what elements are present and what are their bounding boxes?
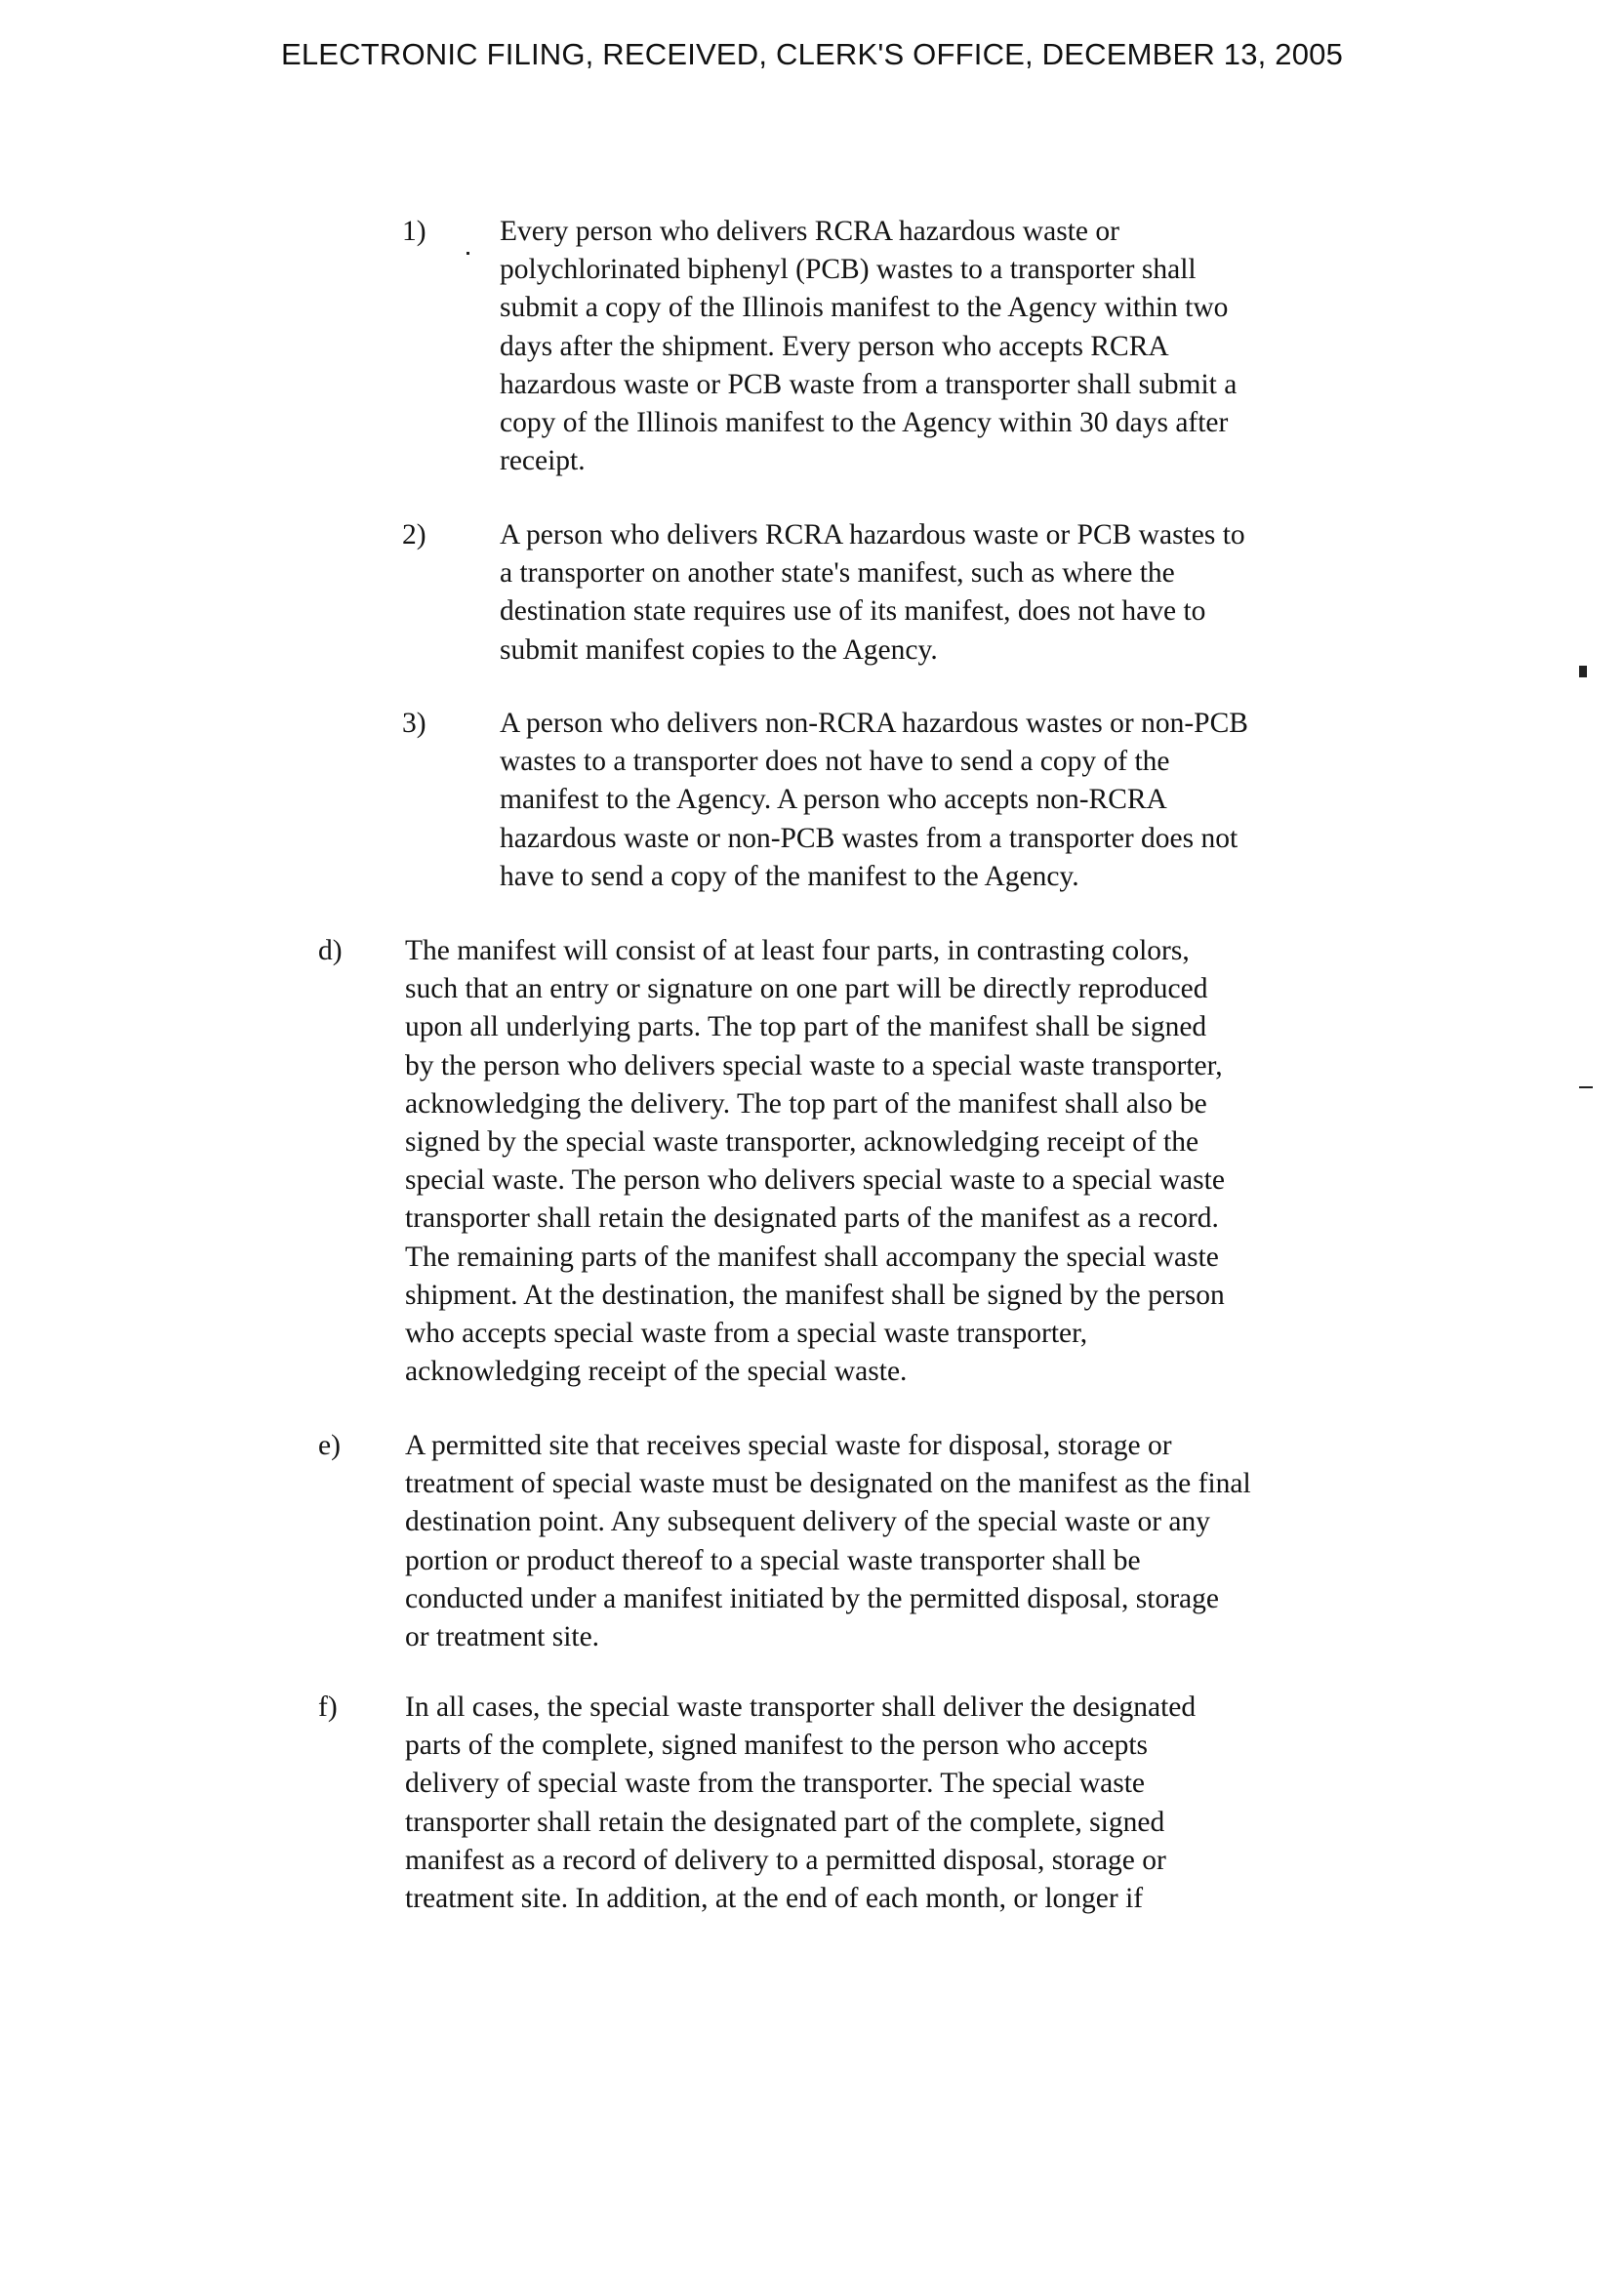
scan-artifact-mark — [1579, 666, 1587, 677]
scan-artifact-mark — [467, 252, 469, 255]
section-text — [405, 1689, 1352, 1918]
text-line: special waste. The person who delivers special waste to a special waste — [405, 1164, 1225, 1197]
section-text — [405, 932, 1352, 1391]
text-line: a transporter on another state's manifest, such as where the — [500, 557, 1175, 590]
section-marker: f) — [318, 1691, 338, 1723]
text-line: A person who delivers RCRA hazardous waste or PCB wastes to — [500, 519, 1245, 550]
text-line: submit manifest copies to the Agency. — [500, 633, 938, 666]
section-marker: e) — [318, 1430, 341, 1461]
list-item-marker: 1) — [402, 216, 426, 247]
text-line: upon all underlying parts. The top part of the manifest shall be signed — [405, 1011, 1207, 1043]
text-line: shipment. At the destination, the manifest shall be signed by the person — [405, 1279, 1225, 1311]
text-line: parts of the complete, signed manifest to the person who accepts — [405, 1730, 1149, 1762]
text-line: A permitted site that receives special waste for disposal, storage or — [405, 1430, 1172, 1461]
list-item-marker: 3) — [402, 708, 426, 739]
text-line: destination state requires use of its manifest, does not have to — [500, 595, 1206, 628]
text-line: signed by the special waste transporter, acknowledging receipt of the — [405, 1126, 1199, 1159]
list-item-text — [500, 516, 1349, 670]
text-line: hazardous waste or PCB waste from a transporter shall submit a — [500, 368, 1238, 400]
text-line: or treatment site. — [405, 1621, 600, 1653]
text-line: manifest to the Agency. A person who accepts non-RCRA — [500, 784, 1167, 816]
text-line: such that an entry or signature on one part will be directly reproduced — [405, 973, 1208, 1005]
text-line: days after the shipment. Every person who accepts RCRA — [500, 330, 1169, 362]
text-line: transporter shall retain the designated parts of the manifest as a record. — [405, 1202, 1219, 1235]
text-line: acknowledging receipt of the special waste. — [405, 1356, 908, 1388]
list-item-marker: 2) — [402, 519, 426, 550]
text-line: treatment site. In addition, at the end of each month, or longer if — [405, 1883, 1144, 1915]
text-line: transporter shall retain the designated part of the complete, signed — [405, 1806, 1165, 1838]
text-line: delivery of special waste from the transporter. The special waste — [405, 1768, 1145, 1800]
text-line: acknowledging the delivery. The top part of the manifest shall also be — [405, 1087, 1207, 1120]
list-item-2 — [402, 516, 1359, 672]
section-f — [318, 1689, 1362, 1923]
section-e — [318, 1427, 1362, 1661]
text-line: copy of the Illinois manifest to the Agency within 30 days after — [500, 407, 1229, 439]
text-line: manifest as a record of delivery to a permitted disposal, storage or — [405, 1844, 1166, 1876]
section-d — [318, 932, 1362, 1401]
section-marker: d) — [318, 935, 343, 966]
list-item-3 — [402, 705, 1359, 900]
list-item-text — [500, 705, 1349, 896]
text-line: hazardous waste or non-PCB wastes from a transporter does not — [500, 822, 1238, 854]
text-line: who accepts special waste from a special waste transporter, — [405, 1318, 1088, 1350]
text-line: by the person who delivers special waste to a special waste transporter, — [405, 1049, 1223, 1081]
scan-artifact-mark — [1579, 1086, 1593, 1088]
text-line: wastes to a transporter does not have to send a copy of the — [500, 746, 1170, 778]
filing-stamp-header: ELECTRONIC FILING, RECEIVED, CLERK'S OFFICE, DECEMBER 13, 2005 — [280, 37, 1344, 71]
list-item-text — [500, 213, 1349, 480]
text-line: receipt. — [500, 445, 586, 477]
text-line: submit a copy of the Illinois manifest to the Agency within two — [500, 292, 1229, 324]
text-line: Every person who delivers RCRA hazardous waste or — [500, 216, 1119, 247]
text-line: destination point. Any subsequent delivery of the special waste or any — [405, 1506, 1210, 1538]
text-line: polychlorinated biphenyl (PCB) wastes to a transporter shall — [500, 254, 1197, 286]
list-item-1 — [402, 213, 1359, 486]
text-line: portion or product thereof to a special waste transporter shall be — [405, 1544, 1141, 1576]
text-line: The remaining parts of the manifest shall accompany the special waste — [405, 1241, 1219, 1273]
text-line: The manifest will consist of at least four parts, in contrasting colors, — [405, 935, 1190, 966]
section-text — [405, 1427, 1352, 1656]
text-line: conducted under a manifest initiated by the permitted disposal, storage — [405, 1582, 1219, 1614]
text-line: In all cases, the special waste transporter shall deliver the designated — [405, 1691, 1197, 1723]
text-line: A person who delivers non-RCRA hazardous wastes or non-PCB — [500, 708, 1248, 739]
text-line: treatment of special waste must be designated on the manifest as the final — [405, 1468, 1251, 1500]
text-line: have to send a copy of the manifest to the Agency. — [500, 860, 1079, 892]
